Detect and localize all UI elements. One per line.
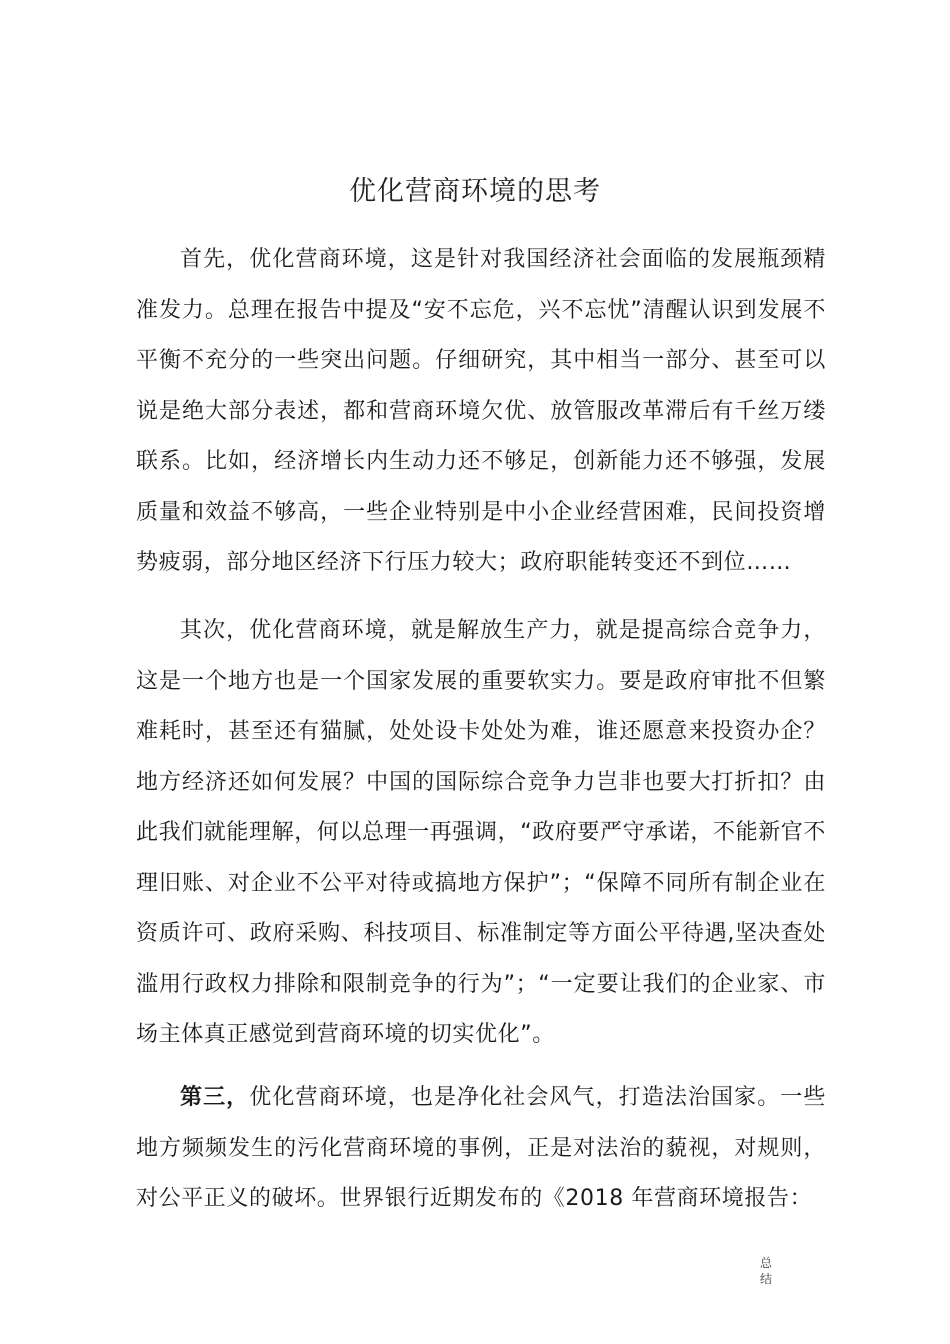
paragraph-third <box>136 1073 826 1225</box>
paragraph-third-lead: 第三， <box>180 1085 250 1110</box>
paragraph-second <box>136 606 826 1061</box>
paragraph-first-text: 首先，优化营商环境，这是针对我国经济社会面临的发展瓶颈精准发力。总理在报告中提及“安不忘危，兴不忘忧”清醒认识到发展不平衡不充分的一些突出问题。仔细研究，其中相当一部分、甚至可以说是绝大部分表述，都和营商环境欠优、放管服改革滞后有千丝万缕联系。比如，经济增长内生动力还不够足，创新能力还不够强，发展质量和效益不够高，一些企业特别是中小企业经营困难，民间投资增势疲弱，部分地区经济下行压力较大；政府职能转变还不到位…… <box>136 247 826 575</box>
paragraph-second-text: 其次，优化营商环境，就是解放生产力，就是提高综合竞争力，这是一个地方也是一个国家发展的重要软实力。要是政府审批不但繁难耗时，甚至还有猫腻，处处设卡处处为难，谁还愿意来投资办企？地方经济还如何发展？中国的国际综合竞争力岂非也要大打折扣？由此我们就能理解，何以总理一再强调，“政府要严守承诺，不能新官不理旧账、对企业不公平对待或搞地方保护”；“保障不同所有制企业在资质许可、政府采购、科技项目、标准制定等方面公平待遇,坚决查处滥用行政权力排除和限制竞争的行为”；“一定要让我们的企业家、市场主体真正感觉到营商环境的切实优化”。 <box>136 618 826 1047</box>
document-title: 优化营商环境的思考 <box>349 176 601 207</box>
paragraph-first <box>136 235 826 589</box>
footer-mark-line2: 结 <box>759 1272 772 1286</box>
footer-mark <box>758 1255 774 1287</box>
paragraph-third-text: 优化营商环境，也是净化社会风气，打造法治国家。一些地方频频发生的污化营商环境的事例，正是对法治的藐视，对规则，对公平正义的破坏。世界银行近期发布的《2018 年营商环境报告： <box>136 1085 826 1211</box>
footer-mark-line1: 总 <box>759 1256 772 1270</box>
